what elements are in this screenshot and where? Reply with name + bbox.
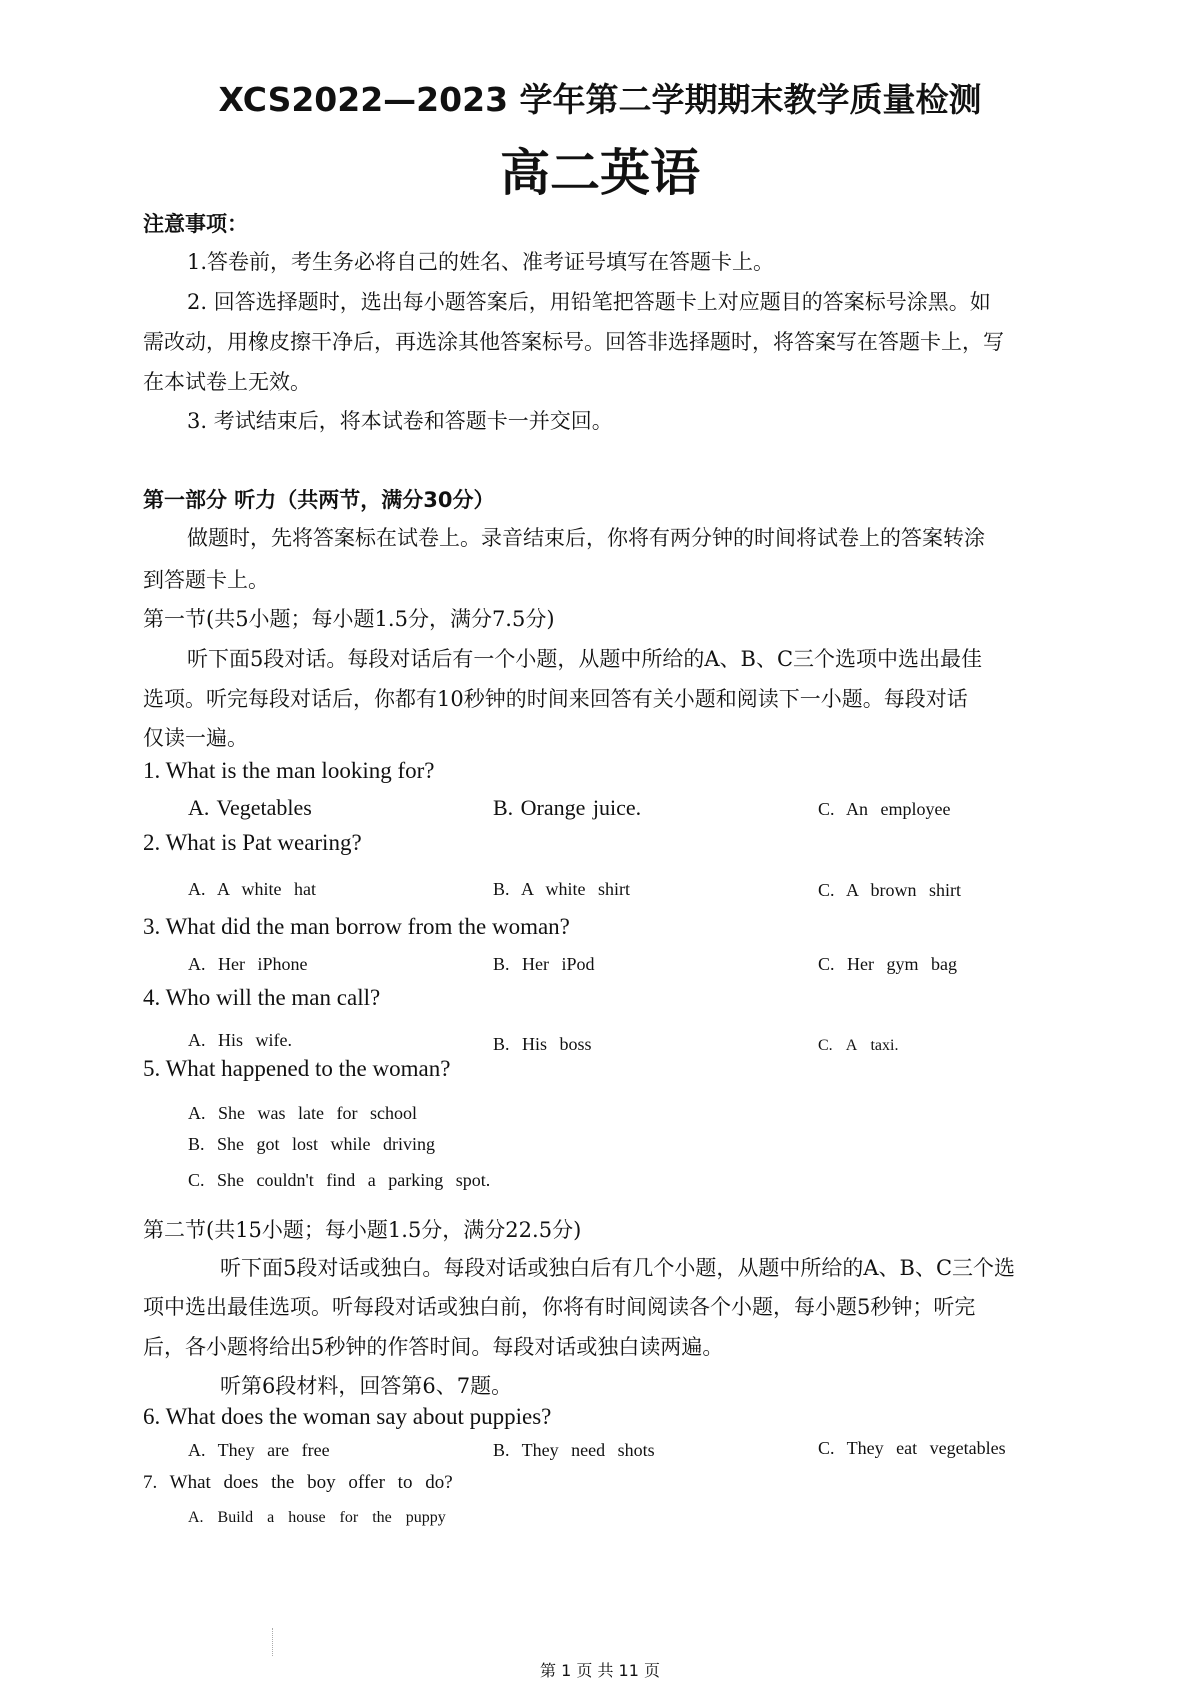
question-6-option-c: C. They eat vegetables	[818, 1438, 1006, 1458]
margin-dots	[272, 1628, 274, 1656]
question-3-option-b: B. Her iPod	[493, 954, 595, 974]
part1-heading: 第一部分 听力（共两节，满分30分）	[143, 488, 495, 512]
question-2-option-c: C. A brown shirt	[818, 880, 962, 900]
section1-instruction-line-3: 仅读一遍。	[143, 726, 248, 750]
question-6: 6. What does the woman say about puppies?	[143, 1404, 552, 1429]
section2-instruction-line-3: 后，各小题将给出5秒钟的作答时间。每段对话或独白读两遍。	[143, 1335, 724, 1359]
question-2-option-b: B. A white shirt	[493, 879, 631, 899]
section2-instruction-line-1: 听下面5段对话或独白。每段对话或独白后有几个小题，从题中所给的A、B、C三个选	[220, 1256, 1016, 1280]
question-4-option-a: A. His wife.	[188, 1030, 292, 1050]
question-2-option-a: A. A white hat	[188, 879, 316, 899]
part1-intro-line-1: 做题时，先将答案标在试卷上。录音结束后，你将有两分钟的时间将试卷上的答案转涂	[187, 526, 985, 550]
question-6-option-a: A. They are free	[188, 1440, 330, 1460]
question-3-option-a: A. Her iPhone	[188, 954, 308, 974]
question-4-option-c: C. A taxi.	[818, 1037, 899, 1054]
question-5-option-a: A. She was late for school	[188, 1103, 417, 1123]
question-3-option-c: C. Her gym bag	[818, 954, 957, 974]
question-4-option-b: B. His boss	[493, 1034, 592, 1054]
section2-sub-instruction: 听第6段材料，回答第6、7题。	[220, 1374, 513, 1398]
question-1: 1. What is the man looking for?	[143, 758, 435, 783]
question-5-option-c: C. She couldn't find a parking spot.	[188, 1170, 491, 1190]
question-1-option-c: C. An employee	[818, 799, 951, 819]
section1-heading: 第一节(共5小题；每小题1.5分，满分7.5分)	[143, 607, 555, 631]
exam-title: XCS2022—2023 学年第二学期期末教学质量检测	[218, 80, 982, 119]
question-3: 3. What did the man borrow from the woman?	[143, 914, 570, 939]
notes-heading: 注意事项：	[143, 212, 248, 236]
section2-heading: 第二节(共15小题；每小题1.5分，满分22.5分)	[143, 1218, 582, 1242]
question-2: 2. What is Pat wearing?	[143, 830, 362, 855]
question-1-option-a: A. Vegetables	[188, 795, 312, 820]
notes-item-3: 3. 考试结束后，将本试卷和答题卡一并交回。	[187, 409, 613, 433]
notes-item-1: 1.答卷前，考生务必将自己的姓名、准考证号填写在答题卡上。	[187, 250, 775, 274]
page-number: 第 1 页 共 11 页	[540, 1661, 660, 1680]
section1-instruction-line-2: 选项。听完每段对话后，你都有10秒钟的时间来回答有关小题和阅读下一小题。每段对话	[143, 687, 968, 711]
notes-item-2-line-1: 2. 回答选择题时，选出每小题答案后，用铅笔把答题卡上对应题目的答案标号涂黑。如	[187, 290, 991, 314]
part1-intro-line-2: 到答题卡上。	[143, 568, 269, 592]
question-5: 5. What happened to the woman?	[143, 1056, 451, 1081]
section1-instruction-line-1: 听下面5段对话。每段对话后有一个小题，从题中所给的A、B、C三个选项中选出最佳	[187, 647, 983, 671]
question-5-option-b: B. She got lost while driving	[188, 1134, 435, 1154]
question-7-option-a: A. Build a house for the puppy	[188, 1509, 446, 1526]
notes-item-2-line-2: 需改动，用橡皮擦干净后，再选涂其他答案标号。回答非选择题时，将答案写在答题卡上，写	[143, 330, 1004, 354]
section2-instruction-line-2: 项中选出最佳选项。听每段对话或独白前，你将有时间阅读各个小题，每小题5秒钟；听完	[143, 1295, 976, 1319]
question-7: 7. What does the boy offer to do?	[143, 1472, 453, 1493]
question-6-option-b: B. They need shots	[493, 1440, 655, 1460]
notes-item-2-line-3: 在本试卷上无效。	[143, 370, 311, 394]
question-1-option-b: B. Orange juice.	[493, 795, 642, 820]
question-4: 4. Who will the man call?	[143, 985, 381, 1010]
subject-title: 高二英语	[500, 144, 700, 202]
